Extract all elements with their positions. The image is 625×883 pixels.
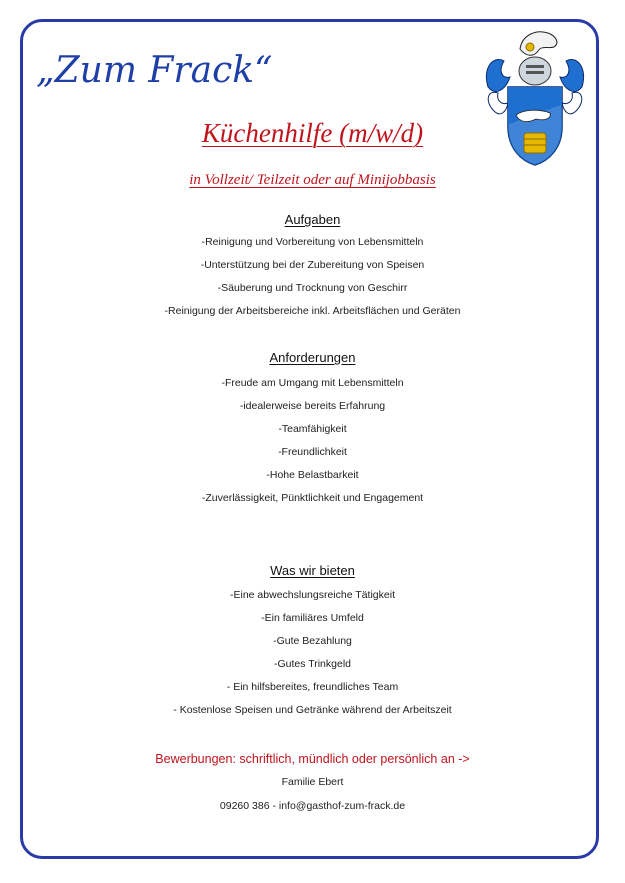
logo-lettering: „Zum Frack“ — [36, 50, 273, 91]
application-cta: Bewerbungen: schriftlich, mündlich oder persönlich an -> — [155, 752, 470, 766]
list-item: - Kostenlose Speisen und Getränke während der Arbeitszeit — [173, 704, 452, 716]
list-item: -Freundlichkeit — [278, 446, 347, 458]
list-item: -idealerweise bereits Erfahrung — [239, 400, 386, 412]
list-item: -Gute Bezahlung — [273, 635, 352, 647]
job-title: Küchenhilfe (m/w/d) — [201, 118, 424, 148]
contact-name: Familie Ebert — [281, 776, 344, 788]
list-item: -Säuberung und Trocknung von Geschirr — [217, 282, 408, 294]
zum-frack-logo — [34, 38, 273, 98]
list-item: -Freude am Umgang mit Lebensmitteln — [221, 377, 404, 389]
job-subtitle: in Vollzeit/ Teilzeit oder auf Minijobbasis — [189, 172, 436, 188]
list-item: -Reinigung und Vorbereitung von Lebensmitteln — [201, 236, 424, 248]
list-item: -Teamfähigkeit — [278, 423, 347, 435]
list-item: -Reinigung der Arbeitsbereiche inkl. Arbeitsflächen und Geräten — [164, 305, 461, 317]
list-item: -Ein familiäres Umfeld — [261, 612, 364, 624]
list-item: -Unterstützung bei der Zubereitung von Speisen — [200, 259, 425, 271]
list-item: -Hohe Belastbarkeit — [266, 469, 359, 481]
list-item: -Zuverlässigkeit, Pünktlichkeit und Engagement — [201, 492, 424, 504]
section-heading-aufgaben: Aufgaben — [284, 212, 341, 227]
section-heading-was-wir-bieten: Was wir bieten — [270, 563, 355, 578]
list-item: -Gutes Trinkgeld — [273, 658, 352, 670]
contact-details: 09260 386 - info@gasthof-zum-frack.de — [219, 800, 406, 812]
section-heading-anforderungen: Anforderungen — [269, 350, 356, 365]
list-item: -Eine abwechslungsreiche Tätigkeit — [230, 589, 395, 601]
list-item: - Ein hilfsbereites, freundliches Team — [226, 681, 399, 693]
